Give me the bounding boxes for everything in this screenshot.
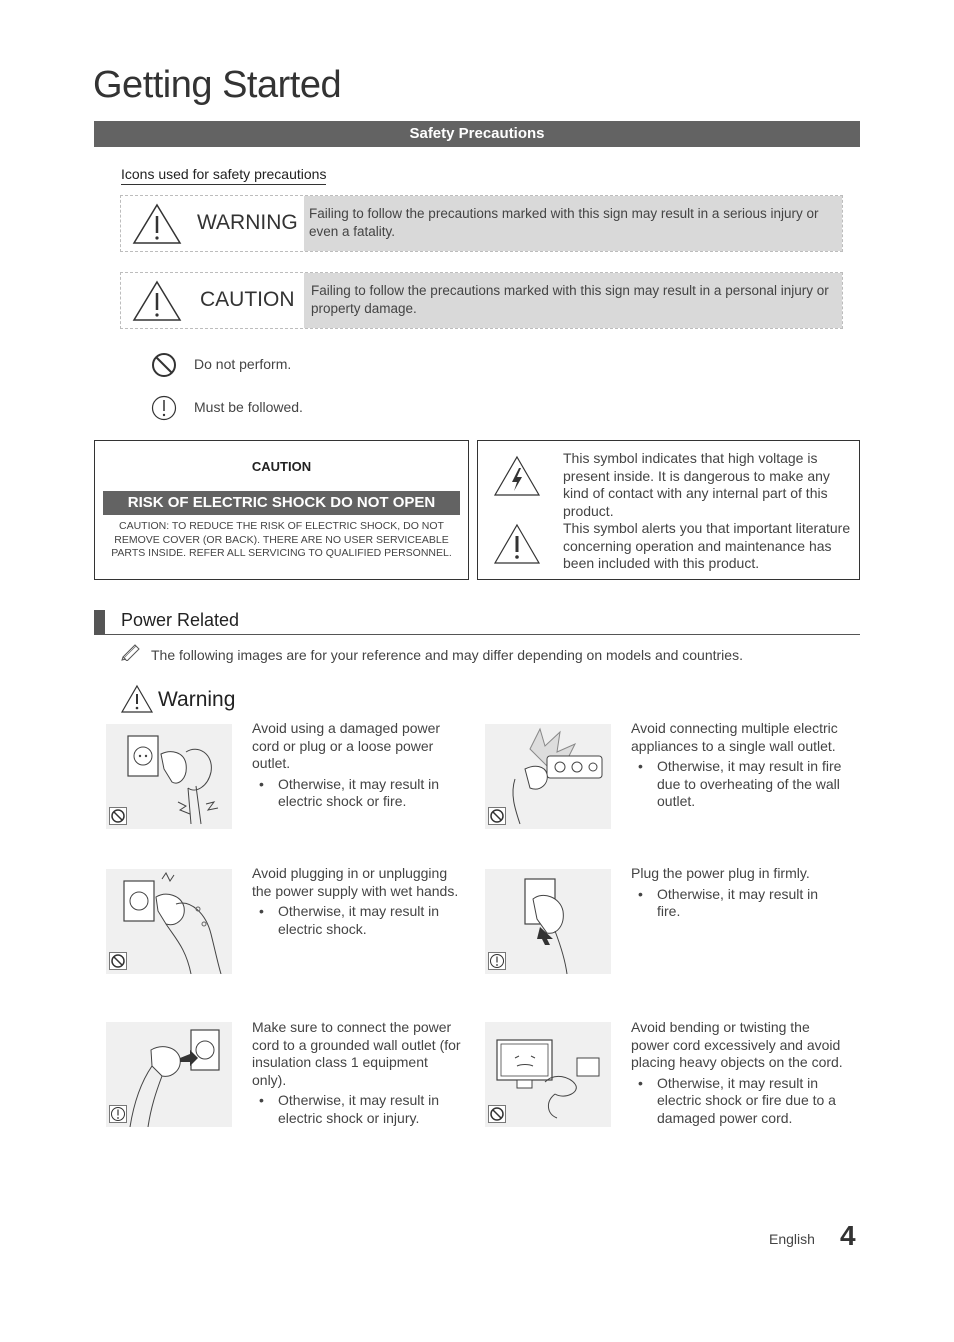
illustration-overloaded-outlet <box>485 724 611 829</box>
item-bullet-text: • Otherwise, it may result in electric shock. <box>252 903 464 938</box>
prohibited-badge <box>488 807 506 825</box>
item-main-text: Avoid connecting multiple electric appliances to a single wall outlet. <box>631 720 838 754</box>
prohibited-icon <box>489 1106 505 1122</box>
item-bullet-text: • Otherwise, it may result in fire due to overheating of the wall outlet. <box>631 758 843 811</box>
warning-description: Failing to follow the precautions marked with this sign may result in a serious injury or even a fatality. <box>304 196 842 251</box>
caution-label-box <box>94 440 469 580</box>
item-bullet-text: • Otherwise, it may result in fire. <box>631 886 843 921</box>
caution-sign-box <box>120 272 843 329</box>
item-main-text: Plug the power plug in firmly. <box>631 865 810 881</box>
icons-subheading: Icons used for safety precautions <box>121 166 326 185</box>
reference-note-text: The following images are for your reference and may differ depending on models and countries. <box>151 647 743 663</box>
warning-sign-box <box>120 195 843 252</box>
pencil-note-icon <box>120 643 142 661</box>
risk-of-electric-shock-banner: RISK OF ELECTRIC SHOCK DO NOT OPEN <box>103 491 460 515</box>
caution-label-small-print: CAUTION: TO REDUCE THE RISK OF ELECTRIC SHOCK, DO NOT REMOVE COVER (OR BACK). THERE ARE NO USER SERVICEABLE PARTS INSIDE. REFER ALL SERVICING TO QUALIFIED PERSONNEL. <box>111 520 452 559</box>
illustration-twisted-cord <box>485 1022 611 1127</box>
legend-must-be-followed-text: Must be followed. <box>194 399 303 415</box>
footer-language: English <box>769 1231 815 1247</box>
illustration-wet-hands <box>106 869 232 974</box>
power-related-heading <box>94 610 860 635</box>
warning-label: WARNING <box>197 211 298 234</box>
item-bullet-text: • Otherwise, it may result in electric shock or fire due to a damaged power cord. <box>631 1075 843 1128</box>
item-multiple-appliances <box>631 720 843 811</box>
caution-label: CAUTION <box>200 288 295 311</box>
mandatory-icon <box>150 394 178 422</box>
item-wet-hands <box>252 865 464 938</box>
item-twisted-cord <box>631 1019 843 1127</box>
prohibited-icon <box>110 808 126 824</box>
item-bullet-text: • Otherwise, it may result in electric shock or injury. <box>252 1092 464 1127</box>
prohibited-icon <box>110 953 126 969</box>
illustration-plug-firmly <box>485 869 611 974</box>
warning-heading-text: Warning <box>158 688 236 711</box>
item-main-text: Avoid using a damaged power cord or plug or a loose power outlet. <box>252 720 441 771</box>
item-main-text: Make sure to connect the power cord to a grounded wall outlet (for insulation class 1 equipment only). <box>252 1019 461 1088</box>
section-bar-safety-precautions: Safety Precautions <box>94 121 860 147</box>
warning-triangle-icon <box>131 202 183 246</box>
caution-label-title: CAUTION <box>251 459 312 474</box>
symbols-box <box>477 440 860 580</box>
item-plug-firmly <box>631 865 843 921</box>
high-voltage-description: This symbol indicates that high voltage is present inside. It is dangerous to make any kind of contact with any internal part of this product. <box>563 450 830 519</box>
item-grounded-outlet <box>252 1019 464 1127</box>
literature-alert-description: This symbol alerts you that important literature concerning operation and maintenance has been included with this product. <box>563 520 851 571</box>
prohibited-badge <box>109 952 127 970</box>
item-damaged-cord <box>252 720 464 811</box>
mandatory-badge <box>488 952 506 970</box>
item-main-text: Avoid bending or twisting the power cord excessively and avoid placing heavy objects on the cord. <box>631 1019 843 1070</box>
prohibited-icon <box>150 351 178 379</box>
heading-marker <box>94 610 105 634</box>
mandatory-icon <box>489 953 505 969</box>
page-number: 4 <box>840 1220 856 1251</box>
prohibited-badge <box>109 807 127 825</box>
prohibited-badge <box>488 1105 506 1123</box>
high-voltage-icon <box>492 454 542 498</box>
illustration-grounded-outlet <box>106 1022 232 1127</box>
page-title: Getting Started <box>93 64 342 106</box>
illustration-damaged-plug <box>106 724 232 829</box>
item-bullet-text: • Otherwise, it may result in electric shock or fire. <box>252 776 464 811</box>
caution-triangle-icon <box>131 279 183 323</box>
exclamation-triangle-icon <box>492 522 542 566</box>
prohibited-icon <box>489 808 505 824</box>
legend-do-not-perform-text: Do not perform. <box>194 356 292 372</box>
warning-triangle-icon <box>120 684 154 714</box>
mandatory-icon <box>110 1106 126 1122</box>
power-related-title: Power Related <box>121 610 240 630</box>
mandatory-badge <box>109 1105 127 1123</box>
item-main-text: Avoid plugging in or unplugging the power supply with wet hands. <box>252 865 459 899</box>
caution-description: Failing to follow the precautions marked with this sign may result in a personal injury or property damage. <box>304 273 842 328</box>
